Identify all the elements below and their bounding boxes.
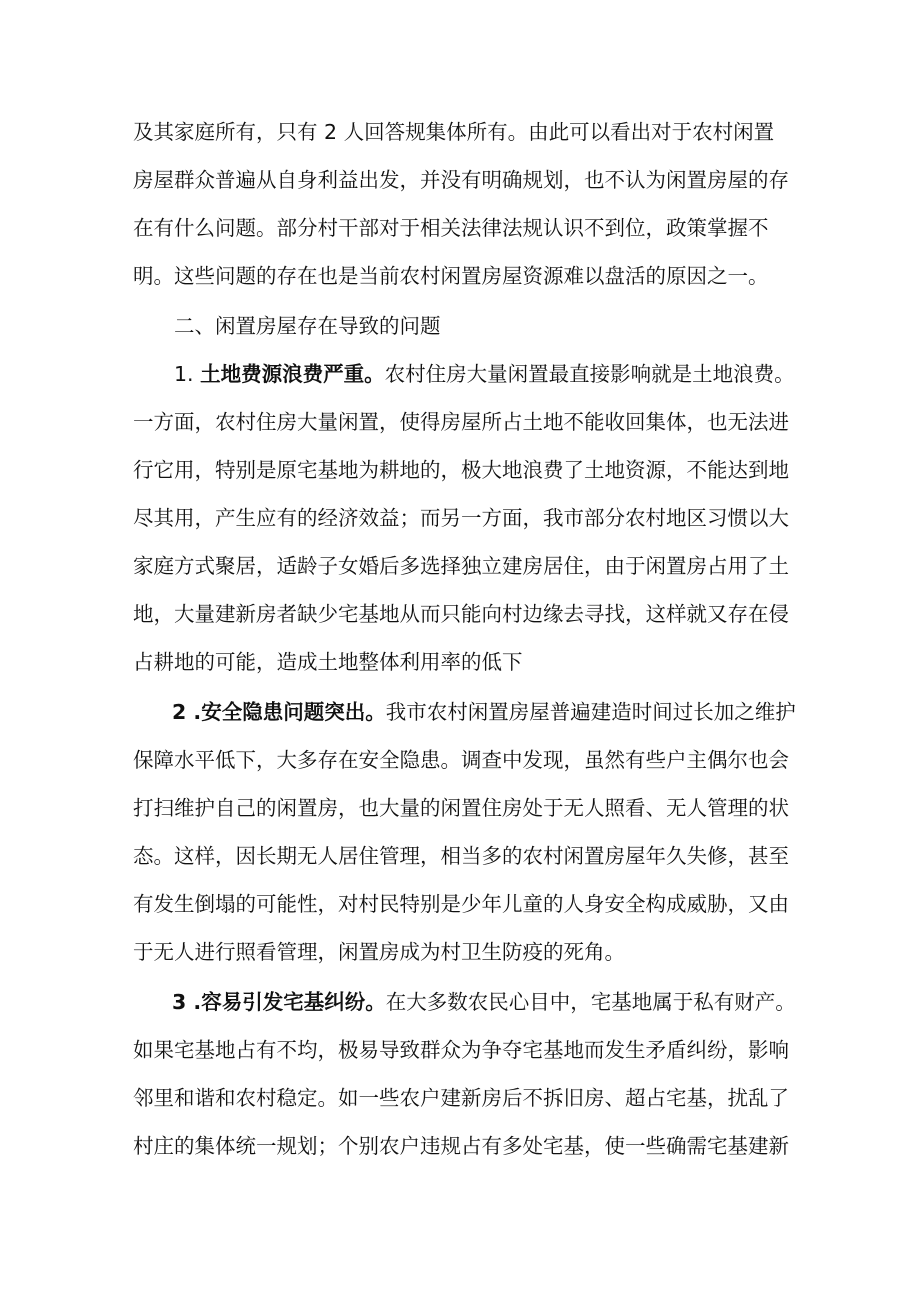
body-line: 地，大量建新房者缺少宅基地从而只能向村边缘去寻找，这样就又存在侵 [133, 602, 789, 626]
body-line: 在有什么问题。部分村干部对于相关法律法规认识不到位，政策掌握不 [133, 216, 769, 240]
item-3-first-line [172, 988, 796, 1016]
body-line: 尽其用，产生应有的经济效益；而另一方面，我市部分农村地区习惯以大 [133, 506, 789, 530]
body-line: 家庭方式聚居，适龄子女婚后多选择独立建房居住，由于闲置房占用了土 [133, 554, 789, 578]
body-line: 如果宅基地占有不均，极易导致群众为争夺宅基地而发生矛盾纠纷，影响 [133, 1038, 789, 1062]
item-2-first-line-text: 我市农村闲置房屋普遍建造时间过长加之维护 [385, 700, 796, 724]
body-line: 房屋群众普遍从自身利益出发，并没有明确规划，也不认为闲置房屋的存 [133, 168, 789, 192]
body-line: 明。这些问题的存在也是当前农村闲置房屋资源难以盘活的原因之一。 [133, 264, 769, 288]
item-1-title: 土地费源浪费严重。 [200, 362, 385, 386]
body-line: 打扫维护自己的闲置房，也大量的闲置住房处于无人照看、无人管理的状 [133, 796, 789, 820]
body-line: 一方面，农村住房大量闲置，使得房屋所占土地不能收回集体，也无法进 [133, 410, 789, 434]
item-3-number: 3 [172, 990, 194, 1014]
item-1-number: 1. [174, 362, 201, 386]
body-line: 行它用，特别是原宅基地为耕地的，极大地浪费了土地资源，不能达到地 [133, 458, 789, 482]
item-1-first-line [174, 360, 795, 388]
body-line: 保障水平低下，大多存在安全隐患。调查中发现，虽然有些户主偶尔也会 [133, 748, 789, 772]
item-2-number: 2 [172, 700, 194, 724]
item-2-first-line [172, 698, 796, 726]
body-line: 态。这样，因长期无人居住管理，相当多的农村闲置房屋年久失修，甚至 [133, 844, 789, 868]
item-3-title: .容易引发宅基纠纷。 [193, 990, 386, 1014]
body-line: 有发生倒塌的可能性，对村民特别是少年儿童的人身安全构成威胁，又由 [133, 892, 789, 916]
body-line: 占耕地的可能，造成土地整体利用率的低下 [133, 650, 523, 674]
body-line: 村庄的集体统一规划；个别农户违规占有多处宅基，使一些确需宅基建新 [133, 1134, 789, 1158]
body-line: 于无人进行照看管理，闲置房成为村卫生防疫的死角。 [133, 940, 625, 964]
body-line: 邻里和谐和农村稳定。如一些农户建新房后不拆旧房、超占宅基，扰乱了 [133, 1086, 789, 1110]
body-line: 及其家庭所有，只有 2 人回答规集体所有。由此可以看出对于农村闲置 [133, 120, 775, 144]
item-2-title: .安全隐患问题突出。 [193, 700, 386, 724]
item-1-first-line-text: 农村住房大量闲置最直接影响就是土地浪费。 [384, 362, 795, 386]
section-heading: 二、闲置房屋存在导致的问题 [174, 314, 441, 338]
item-3-first-line-text: 在大多数农民心目中，宅基地属于私有财产。 [385, 990, 796, 1014]
